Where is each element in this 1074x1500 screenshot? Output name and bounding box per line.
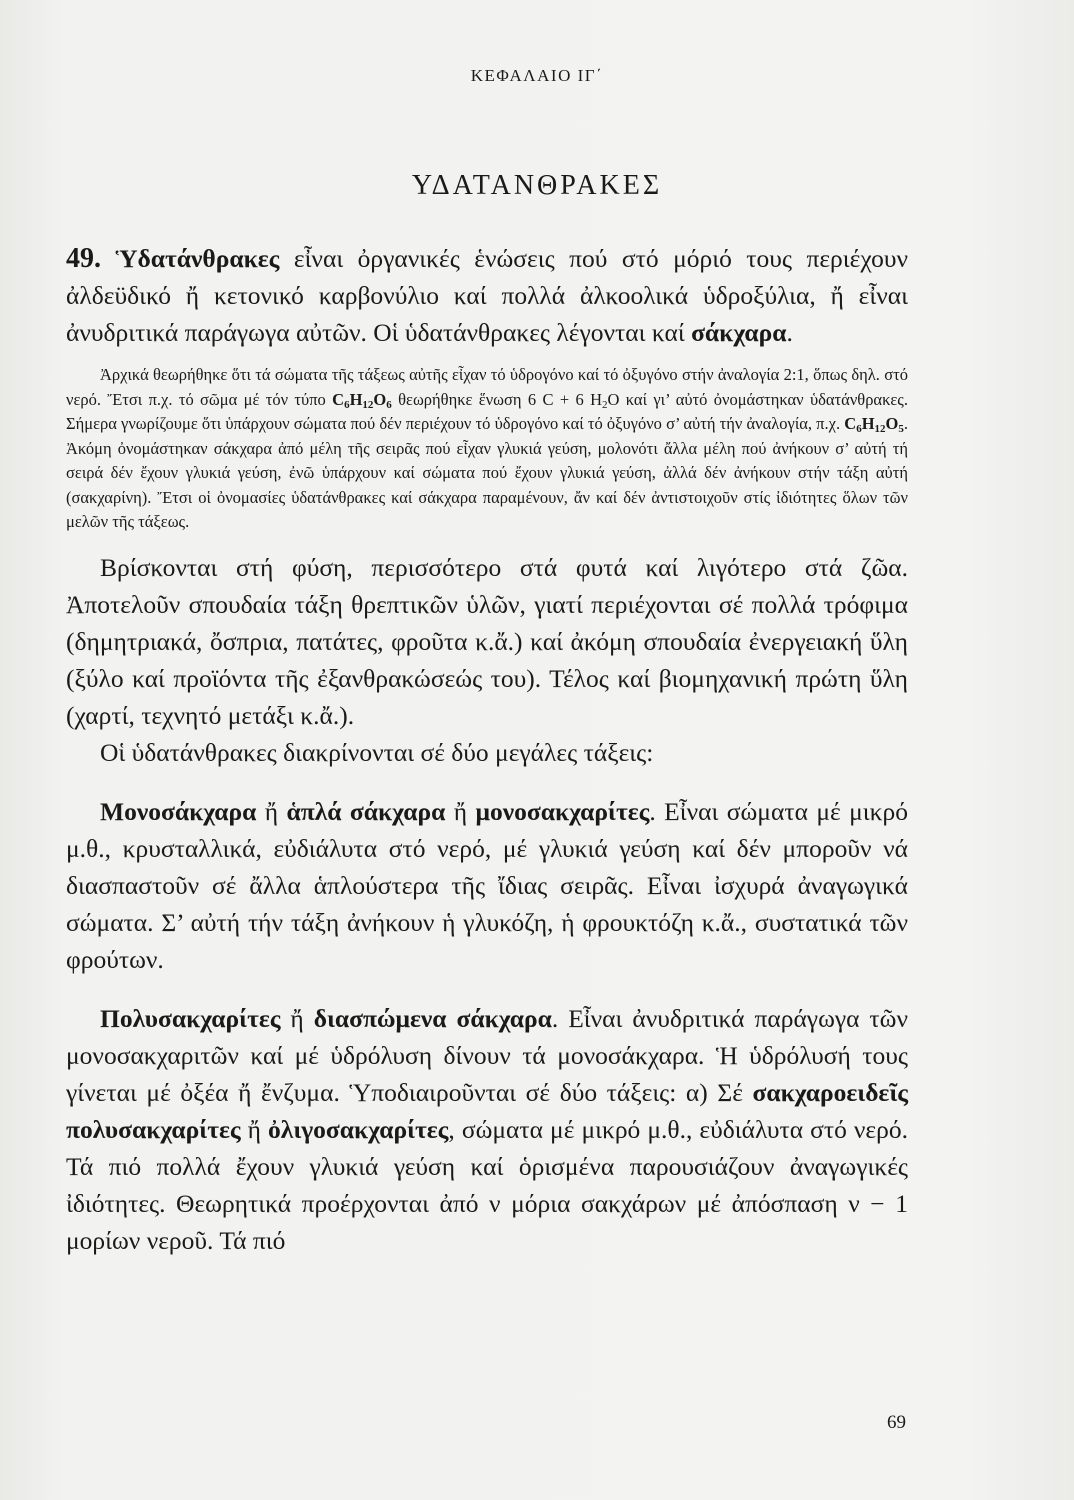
- formula-subscript: 5: [898, 423, 904, 435]
- chapter-heading: ΚΕΦΑΛΑΙΟ ΙΓ΄: [470, 66, 604, 85]
- connector: ἤ: [256, 796, 287, 826]
- historical-note: [66, 363, 908, 535]
- note-text-3: O καί γι’ αὐτό ὀνομάστηκαν ὑδατάνθρακες. Σήμερα γνωρίζουμε ὅτι ὑπάρχουν σώματα πού δέν περιέχουν τό ὑδρογόνο καί τό ὀξυγόνο σ’ αὐτή τήν ἀναλογία, π.χ.: [66, 389, 908, 433]
- formula-element: H: [861, 414, 875, 433]
- formula-element: C: [844, 414, 857, 433]
- formula-element: O: [885, 414, 899, 433]
- formula-element: C: [332, 389, 345, 409]
- page-content: [66, 240, 908, 1259]
- formula-subscript: 6: [856, 423, 862, 435]
- term-sugars: σάκχαρα: [691, 318, 787, 347]
- term-polysaccharides: Πολυσακχαρίτες: [100, 1003, 281, 1033]
- formula-subscript: 12: [874, 423, 886, 435]
- term-monosaccharites: μονοσακχαρίτες: [475, 796, 650, 826]
- classes-paragraph: Οἱ ὑδατάνθρακες διακρίνονται σέ δύο μεγάλες τάξεις:: [100, 737, 654, 767]
- connector: ἤ: [280, 1003, 314, 1033]
- formula-element: O: [373, 389, 387, 409]
- section-number: 49.: [66, 243, 101, 274]
- occurrence-paragraph: Βρίσκονται στή φύση, περισσότερο στά φυτά καί λιγότερο στά ζῶα. Ἀποτελοῦν σπουδαία τάξη θρεπτικῶν ὑλῶν, γιατί περιέχονται σέ πολλά τρόφιμα (δημητριακά, ὄσπρια, πατάτες, φροῦτα κ.ἄ.) καί ἀκόμη σπουδαία ἐνεργειακή ὕλη (ξύλο καί προϊόντα τῆς ἐξανθρακώσεώς του). Τέλος καί βιομηχανική πρώτη ὕλη (χαρτί, τεχνητό μετάξι κ.ἄ.).: [66, 552, 908, 730]
- connector: ἤ: [240, 1114, 269, 1144]
- term-carbohydrates: Ὑδατάνθρακες: [115, 244, 280, 273]
- section-49-text: εἶναι ὀργανικές ἑνώσεις πού στό μόριό τους περιέχουν ἀλδεϋδικό ἤ κετονικό καρβονύλιο καί πολλά ἀλκοολικά ὑδροξύλια, ἤ εἶναι ἀνυδριτικά παράγωγα αὐτῶν. Οἱ ὑδατάνθρακες λέγονται καί: [66, 244, 909, 347]
- term-oligosaccharides: ὀλιγοσακχαρίτες: [268, 1114, 449, 1144]
- note-text-1: Ἀρχικά θεωρήθηκε ὅτι τά σώματα τῆς τάξεως αὐτῆς εἶχαν τό ὑδρογόνο καί τό ὀξυγόνο στήν ἀναλογία 2:1, ὅπως δηλ. στό νερό. Ἔτσι π.χ. τό σῶμα μέ τόν τύπο: [66, 365, 908, 409]
- formula-subscript: 6: [386, 398, 392, 411]
- term-monosaccharides: Μονοσάκχαρα: [100, 796, 257, 826]
- monosaccharides-paragraph: [66, 793, 908, 978]
- term-sugar-like-polysaccharides: σακχαροειδεῖς πολυσακχαρίτες: [66, 1077, 908, 1144]
- polysaccharides-text-1: . Εἶναι ἀνυδριτικά παράγωγα τῶν μονοσακχαριτῶν καί μέ ὑδρόλυση δίνουν τά μονοσάκχαρα. Ἡ ὑδρόλυσή τους γίνεται μέ ὀξέα ἤ ἔνζυμα. Ὑποδιαιροῦνται σέ δύο τάξεις: α) Σέ: [66, 1003, 908, 1107]
- formula-glucose: [332, 390, 392, 409]
- connector: ἤ: [445, 796, 476, 826]
- section-49-paragraph: [66, 240, 908, 351]
- formula-subscript: 6: [344, 398, 350, 411]
- note-text-2: θεωρήθηκε ἕνωση 6 C + 6 H: [391, 389, 602, 409]
- formula-element: H: [349, 389, 363, 409]
- page-number: 69: [887, 1412, 906, 1433]
- term-hydrolysable-sugars: διασπώμενα σάκχαρα: [313, 1003, 552, 1033]
- polysaccharides-text-2: , σώματα μέ μικρό μ.θ., εὐδιάλυτα στό νερό. Τά πιό πολλά ἔχουν γλυκιά γεύση καί ὁρισμένα παρουσιάζουν ἀναγωγικές ἰδιότητες. Θεωρητικά προέρχονται ἀπό ν μόρια σακχάρων μέ ἀπόσπαση ν − 1 μορίων νεροῦ. Τά πιό: [66, 1114, 908, 1255]
- formula-subscript: 12: [362, 398, 374, 411]
- monosaccharides-text: . Εἶναι σώματα μέ μικρό μ.θ., κρυσταλλικά, εὐδιάλυτα στό νερό, μέ γλυκιά γεύση καί δέν μποροῦν νά διασπαστοῦν σέ ἄλλα ἁπλούστερα τῆς ἴδιας σειρᾶς. Εἶναι ἰσχυρά ἀναγωγικά σώματα. Σ’ αὐτή τήν τάξη ἀνήκουν ἡ γλυκόζη, ἡ φρουκτόζη κ.ἄ., συστατικά τῶν φρούτων.: [66, 796, 908, 974]
- formula-subscript: 2: [602, 398, 608, 411]
- note-text-4: . Ἀκόμη ὀνομάστηκαν σάκχαρα ἀπό μέλη τῆς σειρᾶς πού εἶχαν γλυκιά γεύση, μολονότι ἄλλα μέλη πού ἀνήκουν σ’ αὐτή τή σειρά δέν ἔχουν γλυκιά γεύση, ἐνῶ ὑπάρχουν καί σώματα πού ἔχουν γλυκιά γεύση, ἀλλά δέν ἀνήκουν στήν τάξη αὐτή (σακχαρίνη). Ἔτσι οἱ ὀνομασίες ὑδατάνθρακες καί σάκχαρα παραμένουν, ἄν καί δέν ἀντιστοιχοῦν στίς ἰδιότητες ὅλων τῶν μελῶν τῆς τάξεως.: [66, 414, 908, 531]
- section-49-end: .: [786, 318, 793, 347]
- polysaccharides-paragraph: [66, 1000, 908, 1259]
- formula-anhydro: [844, 414, 904, 433]
- term-simple-sugars: ἁπλά σάκχαρα: [286, 796, 446, 826]
- page-title: ΥΔΑΤΑΝΘΡΑΚΕΣ: [411, 170, 663, 201]
